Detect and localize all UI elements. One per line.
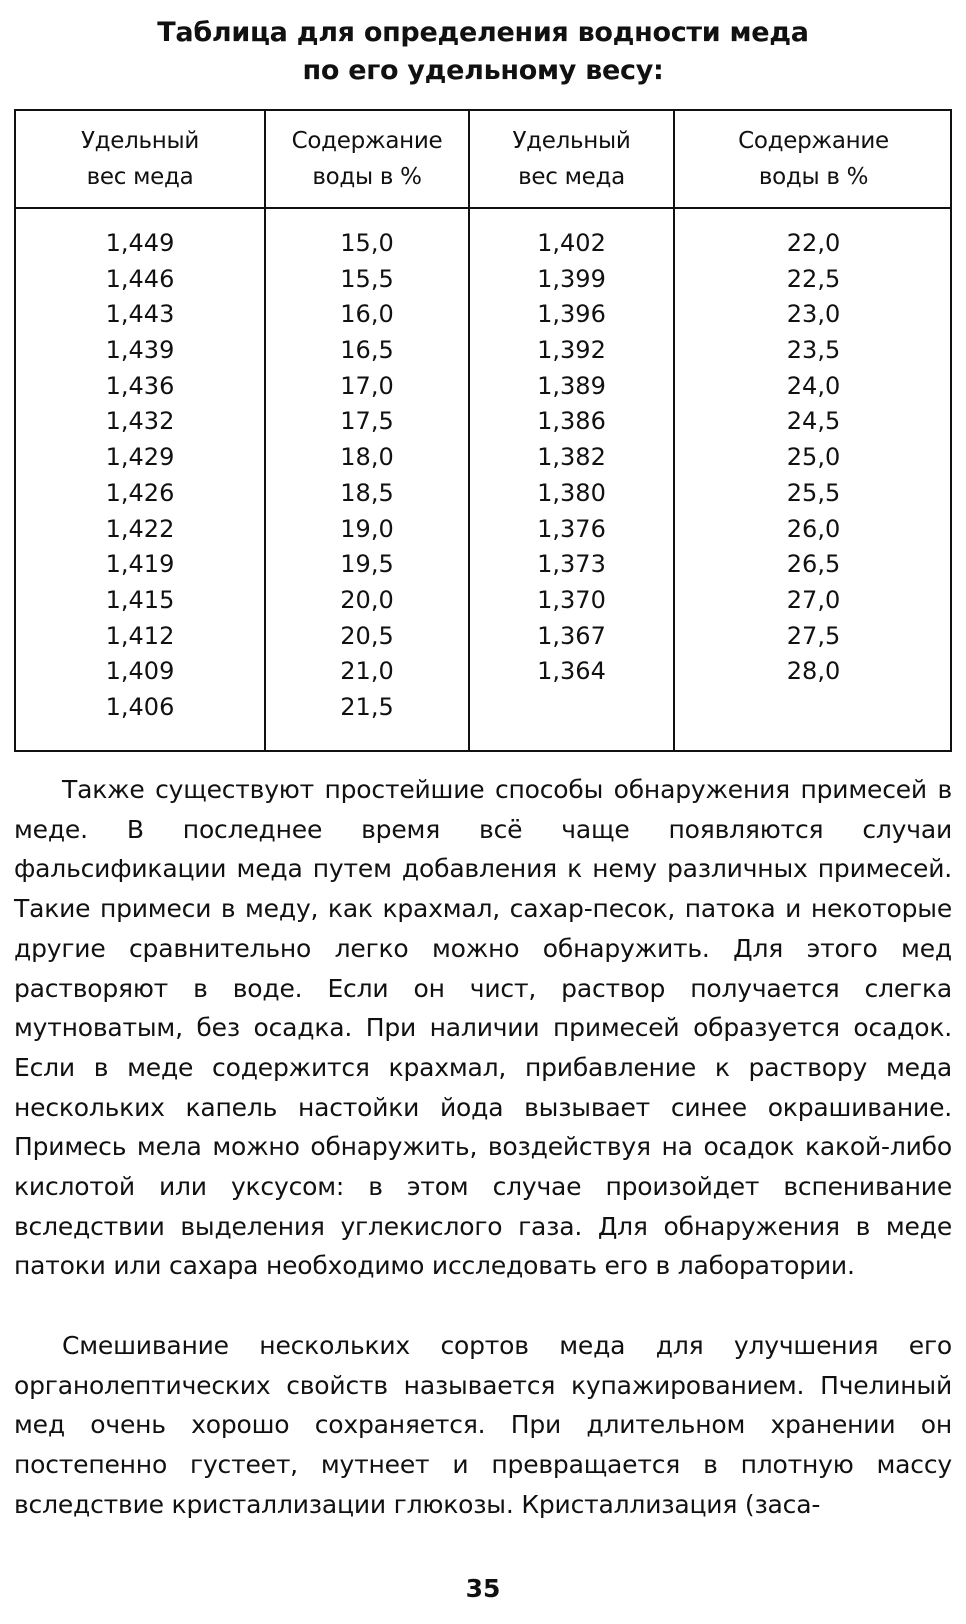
table-cell: 21,5 <box>340 692 394 721</box>
table-cell: 1,382 <box>537 443 606 472</box>
header-line: Удельный <box>512 128 631 154</box>
paragraph-text: Смешивание нескольких сортов меда для улучшения его органолептических свойств называется купажированием. Пчелиный мед очень хорошо сохраняется. При длительном хранении он постепенно густеет, мутнеет и превращается в плотную массу вследствие кристаллизации глюкозы. Кристаллизация (заса- <box>14 1331 952 1519</box>
paragraph-blending <box>14 1326 952 1525</box>
table-title <box>0 14 966 90</box>
table-cell: 1,412 <box>105 621 175 650</box>
table-cell: 23,5 <box>786 336 841 365</box>
table-cell: 15,0 <box>340 229 394 257</box>
table-cell: 17,0 <box>340 371 394 400</box>
column-water-content-1 <box>266 226 468 726</box>
table-cell: 1,409 <box>105 657 175 686</box>
table-cell: 18,5 <box>340 478 394 507</box>
table-cell: 1,446 <box>105 264 175 293</box>
column-specific-gravity-1 <box>16 226 264 726</box>
table-cell: 24,5 <box>786 407 841 436</box>
page-number: 35 <box>465 1574 501 1603</box>
table-cell: 28,0 <box>786 657 841 686</box>
table-cell: 19,0 <box>340 514 394 543</box>
title-line-1: Таблица для определения водности меда <box>157 17 809 48</box>
table-cell: 1,373 <box>537 550 606 579</box>
table-cell: 1,402 <box>537 229 606 257</box>
header-line: Удельный <box>80 128 200 154</box>
table-cell: 24,0 <box>786 371 841 400</box>
header-water-content-1 <box>266 123 468 195</box>
table-cell: 1,449 <box>105 229 175 257</box>
table-cell: 1,392 <box>537 336 606 365</box>
table-cell: 25,0 <box>786 443 841 472</box>
table-cell: 1,396 <box>537 300 606 329</box>
table-cell: 1,406 <box>105 692 175 721</box>
table-cell: 26,0 <box>786 514 841 543</box>
table-cell: 26,5 <box>786 550 841 579</box>
table-cell: 1,415 <box>105 585 175 614</box>
table-cell: 27,0 <box>786 585 841 614</box>
table-cell: 1,376 <box>537 514 606 543</box>
table-cell: 1,380 <box>537 478 606 507</box>
table-cell: 1,432 <box>105 407 175 436</box>
table-cell: 1,443 <box>105 300 175 329</box>
table-cell: 1,439 <box>105 336 175 365</box>
table-cell: 18,0 <box>340 443 394 472</box>
table-cell: 1,429 <box>105 443 175 472</box>
column-water-content-2 <box>675 226 952 690</box>
header-line: вес меда <box>518 164 625 190</box>
paragraph-adulterants <box>14 770 952 1286</box>
header-divider <box>16 207 950 209</box>
paragraph-text: Также существуют простейшие способы обнаружения примесей в меде. В последнее время всё чаще появляются случаи фальсификации меда путем добавления к нему различных примесей. Такие примеси в меду, как крахмал, сахар-песок, патока и некоторые другие сравнительно легко можно обнаружить. Для этого мед растворяют в воде. Если он чист, раствор получается слегка мутноватым, без осадка. При наличии примесей образуется осадок. Если в меде содержится крахмал, прибавление к раствору меда нескольких капель настойки йода вызывает синее окрашивание. Примесь мела можно обнаружить, воздействуя на осадок какой-либо кислотой или уксусом: в этом случае произойдет вспенивание вследствии выделения углекислого газа. Для обнаружения в меде патоки или сахара необходимо исследовать его в лаборатории. <box>14 775 952 1281</box>
table-cell: 1,370 <box>537 585 606 614</box>
header-line: воды в % <box>312 164 422 190</box>
header-line: вес меда <box>86 164 194 190</box>
header-specific-gravity-1 <box>16 123 264 195</box>
table-cell: 17,5 <box>340 407 394 436</box>
table-cell: 1,386 <box>537 407 606 436</box>
table-cell: 1,367 <box>537 621 606 650</box>
table-cell: 16,0 <box>340 300 394 329</box>
honey-water-table <box>14 109 952 752</box>
table-cell: 25,5 <box>786 478 841 507</box>
table-cell: 27,5 <box>786 621 841 650</box>
column-specific-gravity-2 <box>470 226 673 690</box>
title-line-2: по его удельному весу: <box>302 55 664 86</box>
header-water-content-2 <box>675 123 952 195</box>
table-cell: 22,5 <box>786 264 841 293</box>
header-line: Содержание <box>738 128 889 154</box>
table-cell: 1,422 <box>105 514 175 543</box>
table-cell: 16,5 <box>340 336 394 365</box>
header-line: воды в % <box>758 164 869 190</box>
table-cell: 1,426 <box>105 478 175 507</box>
table-cell: 15,5 <box>340 264 394 293</box>
table-cell: 1,389 <box>537 371 606 400</box>
table-cell: 22,0 <box>786 229 841 257</box>
table-cell: 1,436 <box>105 371 175 400</box>
table-cell: 1,364 <box>537 657 606 686</box>
table-cell: 1,419 <box>105 550 175 579</box>
table-cell: 20,5 <box>340 621 394 650</box>
table-cell: 23,0 <box>786 300 841 329</box>
header-specific-gravity-2 <box>470 123 673 195</box>
table-cell: 20,0 <box>340 585 394 614</box>
table-cell: 21,0 <box>340 657 394 686</box>
header-line: Содержание <box>291 128 443 154</box>
table-cell: 1,399 <box>537 264 606 293</box>
table-cell: 19,5 <box>340 550 394 579</box>
